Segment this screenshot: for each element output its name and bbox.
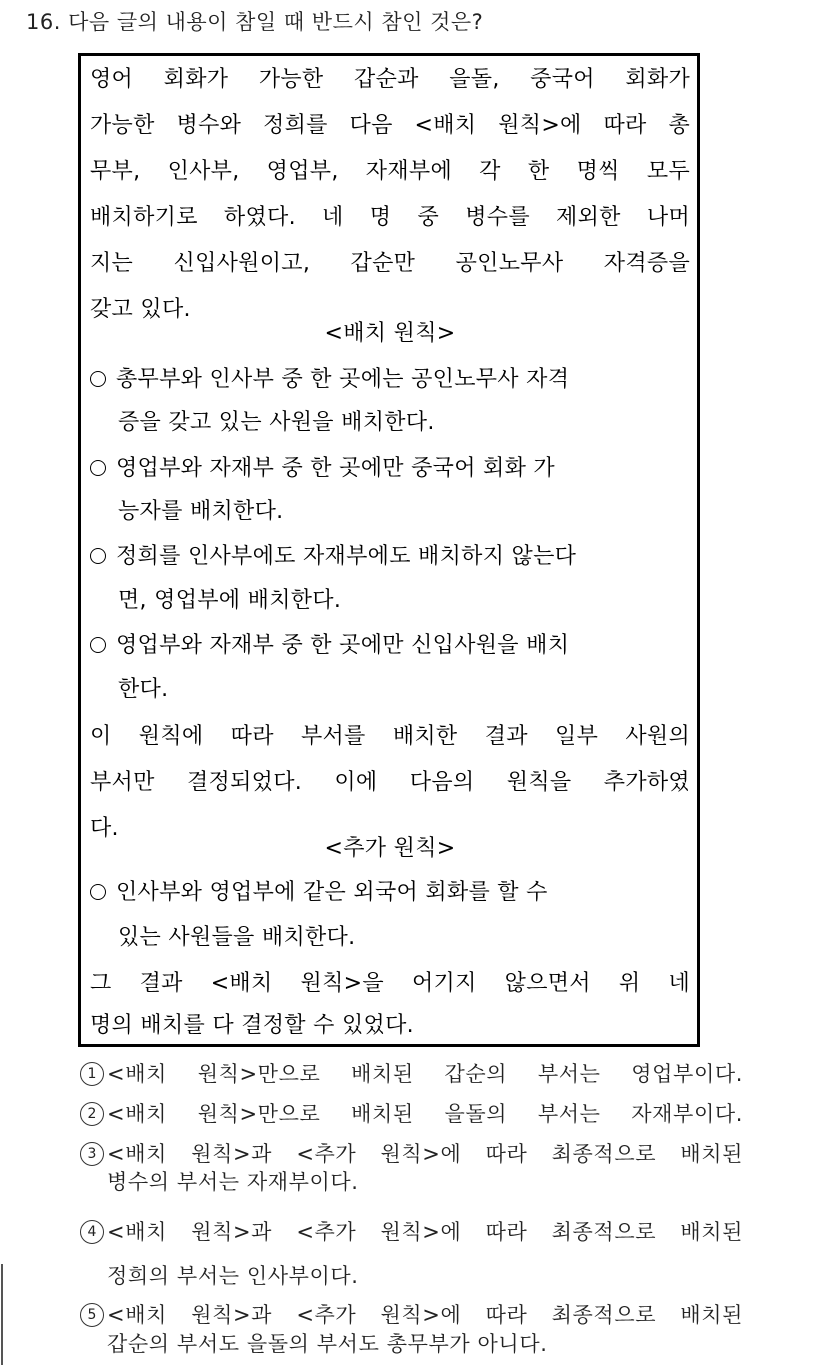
rule-item: 영업부와 자재부 중 한 곳에만 신입사원을 배치 <box>90 631 569 661</box>
rule-item: 총무부와 인사부 중 한 곳에는 공인노무사 자격 <box>90 365 569 395</box>
choice-5-cont[interactable]: 갑순의 부서도 을돌의 부서도 총무부가 아니다. <box>107 1332 548 1356</box>
passage-box <box>78 53 700 1047</box>
passage-line: 영어 회화가 가능한 갑순과 을돌, 중국어 회화가 <box>90 67 690 92</box>
rule-item: 영업부와 자재부 중 한 곳에만 중국어 회화 가 <box>90 454 555 484</box>
passage-line: 배치하기로 하였다. 네 명 중 병수를 제외한 나머 <box>90 205 690 230</box>
rule-item-cont: 능자를 배치한다. <box>118 499 284 524</box>
passage-line: 부서만 결정되었다. 이에 다음의 원칙을 추가하였 <box>90 770 690 795</box>
passage-line: 이 원칙에 따라 부서를 배치한 결과 일부 사원의 <box>90 724 690 749</box>
passage-line: 지는 신입사원이고, 갑순만 공인노무사 자격증을 <box>90 251 690 276</box>
passage-line: 다. <box>90 816 119 841</box>
circle-bullet-icon <box>90 637 106 653</box>
rule-item: 인사부와 영업부에 같은 외국어 회화를 할 수 <box>90 878 548 908</box>
choice-1[interactable]: <배치 원칙>만으로 배치된 갑순의 부서는 영업부이다. <box>107 1062 743 1086</box>
page-edge-rule <box>1 1264 3 1365</box>
choice-number-circle[interactable]: 2 <box>80 1102 104 1126</box>
circle-bullet-icon <box>90 884 106 900</box>
choice-number-circle[interactable]: 1 <box>80 1062 104 1086</box>
passage-line: 무부, 인사부, 영업부, 자재부에 각 한 명씩 모두 <box>90 159 690 184</box>
rule-item: 정희를 인사부에도 자재부에도 배치하지 않는다 <box>90 542 576 572</box>
passage-line: 가능한 병수와 정희를 다음 <배치 원칙>에 따라 총 <box>90 113 690 138</box>
circle-bullet-icon <box>90 548 106 564</box>
choice-5[interactable]: <배치 원칙>과 <추가 원칙>에 따라 최종적으로 배치된 <box>107 1303 743 1327</box>
passage-line: 명의 배치를 다 결정할 수 있었다. <box>90 1013 414 1038</box>
rule-item-cont: 증을 갖고 있는 사원을 배치한다. <box>118 410 435 435</box>
placement-rules-heading: <배치 원칙> <box>324 321 456 346</box>
choice-number-circle[interactable]: 3 <box>80 1142 104 1166</box>
choice-2[interactable]: <배치 원칙>만으로 배치된 을돌의 부서는 자재부이다. <box>107 1102 743 1126</box>
choice-number-circle[interactable]: 4 <box>80 1220 104 1244</box>
choice-4[interactable]: <배치 원칙>과 <추가 원칙>에 따라 최종적으로 배치된 <box>107 1220 743 1244</box>
passage-line: 그 결과 <배치 원칙>을 어기지 않으면서 위 네 <box>90 971 690 996</box>
choice-4-cont[interactable]: 정희의 부서는 인사부이다. <box>107 1264 359 1288</box>
choice-3[interactable]: <배치 원칙>과 <추가 원칙>에 따라 최종적으로 배치된 <box>107 1142 743 1166</box>
passage-line: 갖고 있다. <box>90 297 191 322</box>
rule-item-cont: 있는 사원들을 배치한다. <box>118 925 356 950</box>
circle-bullet-icon <box>90 460 106 476</box>
rule-item-cont: 한다. <box>118 677 169 702</box>
choice-3-cont[interactable]: 병수의 부서는 자재부이다. <box>107 1170 359 1194</box>
additional-rules-heading: <추가 원칙> <box>324 836 456 861</box>
circle-bullet-icon <box>90 371 106 387</box>
rule-item-cont: 면, 영업부에 배치한다. <box>118 588 342 613</box>
question-title: 16. 다음 글의 내용이 참일 때 반드시 참인 것은? <box>26 10 484 34</box>
choice-number-circle[interactable]: 5 <box>80 1303 104 1327</box>
